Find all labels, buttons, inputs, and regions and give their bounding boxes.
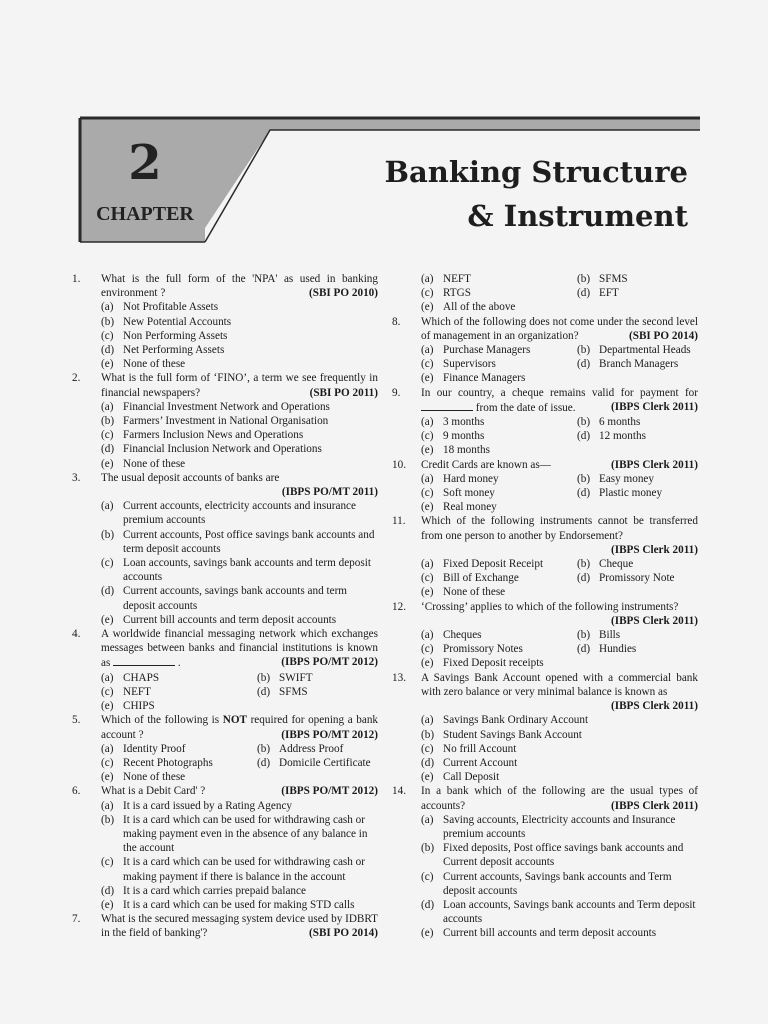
option: (b) Address Proof — [257, 742, 344, 755]
option: (b) Current accounts, Post office savings bank accounts and term deposit accounts — [101, 528, 375, 555]
exam-source: (SBI PO 2010) — [309, 287, 378, 300]
exam-source: (IBPS PO/MT 2011) — [281, 486, 378, 499]
option: (d) Hundies — [577, 643, 637, 656]
option: (b) Cheque — [577, 558, 634, 571]
option: (d) 12 months — [577, 430, 646, 443]
question-text: What is the full form of the 'NPA' as used in banking environment ? (SBI PO 2010) — [101, 273, 378, 300]
option: (e) Real money — [421, 501, 497, 514]
option: (a) Identity Proof — [101, 742, 186, 755]
option: (d) Branch Managers — [577, 358, 679, 371]
question-10 — [392, 458, 698, 515]
option: (b) 6 months — [577, 416, 641, 429]
option: (a) Cheques — [421, 629, 482, 642]
question-6 — [72, 784, 378, 912]
question-5 — [72, 713, 378, 784]
right-column — [392, 272, 698, 941]
question-text: Credit Cards are known as— (IBPS Clerk 2011) — [421, 458, 698, 471]
option: (a) 3 months — [421, 416, 485, 429]
question-text: Which of the following is NOT required for opening a bank account ? (IBPS PO/MT 2012) — [101, 714, 379, 741]
chapter-number: 2 — [128, 135, 162, 191]
chapter-header — [0, 0, 768, 270]
chapter-title-line-2: & Instrument — [467, 199, 688, 233]
chapter-label: CHAPTER — [96, 203, 194, 225]
question-text: Which of the following does not come under the second level of management in an organization? (SBI PO 2014) — [421, 315, 698, 342]
option: (c) NEFT — [101, 685, 151, 698]
question-number: 14. — [392, 785, 406, 798]
option: (c) Non Performing Assets — [101, 329, 228, 342]
option: (d) Current Account — [421, 756, 518, 769]
question-text: What is a Debit Card' ? (IBPS PO/MT 2012) — [101, 785, 378, 798]
question-number: 9. — [392, 386, 401, 399]
option: (b) It is a card which can be used for withdrawing cash or making payment even in the absence of any balance in the account — [101, 813, 368, 855]
option: (e) Fixed Deposit receipts — [421, 657, 544, 670]
exam-source: (IBPS Clerk 2011) — [610, 614, 698, 627]
option: (e) 18 months — [421, 444, 490, 457]
option: (b) SWIFT — [257, 671, 313, 684]
option: (a) It is a card issued by a Rating Agency — [101, 799, 293, 812]
option: (e) Finance Managers — [421, 372, 526, 385]
question-7 — [72, 912, 378, 940]
question-2 — [72, 371, 378, 470]
question-3 — [72, 471, 378, 627]
question-number: 8. — [392, 315, 401, 328]
question-number: 7. — [72, 913, 81, 926]
question-12 — [392, 600, 698, 671]
option: (c) 9 months — [421, 430, 485, 443]
option: (a) NEFT — [421, 273, 471, 285]
exam-source: (IBPS Clerk 2011) — [610, 458, 698, 471]
option: (e) Current bill accounts and term deposit accounts — [101, 613, 337, 626]
question-9 — [392, 386, 698, 458]
option: (d) Plastic money — [577, 487, 663, 500]
question-number: 4. — [72, 628, 81, 641]
question-number: 6. — [72, 785, 81, 798]
question-1 — [72, 272, 378, 371]
option: (c) Soft money — [421, 487, 495, 500]
chapter-title-line-1: Banking Structure — [384, 155, 688, 189]
exam-source: (IBPS PO/MT 2012) — [281, 785, 378, 798]
option: (d) Current accounts, savings bank accounts and term deposit accounts — [101, 585, 347, 612]
exam-source: (IBPS PO/MT 2012) — [281, 656, 378, 669]
option: (a) Purchase Managers — [421, 344, 531, 357]
question-number: 13. — [392, 671, 406, 684]
question-14 — [392, 784, 698, 940]
option: (a) Fixed Deposit Receipt — [421, 558, 544, 571]
option: (c) Bill of Exchange — [421, 572, 519, 585]
option: (a) Savings Bank Ordinary Account — [421, 714, 589, 727]
question-text: In our country, a cheque remains valid for payment for from the date of issue. (IBPS Clerk 2011) — [421, 386, 698, 414]
exam-source: (IBPS Clerk 2011) — [610, 799, 698, 812]
option: (d) Promissory Note — [577, 572, 675, 585]
exam-source: (SBI PO 2014) — [309, 927, 378, 940]
option: (d) Financial Inclusion Network and Operations — [101, 443, 322, 456]
question-number: 10. — [392, 458, 406, 471]
option: (e) All of the above — [421, 301, 516, 314]
option: (e) None of these — [101, 457, 186, 470]
option: (d) Loan accounts, Savings bank accounts and Term deposit accounts — [421, 898, 696, 926]
option: (d) SFMS — [257, 685, 308, 698]
option: (a) Financial Investment Network and Operations — [101, 400, 330, 413]
option: (a) Saving accounts, Electricity accounts and Insurance premium accounts — [421, 813, 676, 840]
question-13 — [392, 671, 698, 785]
question-7-options — [392, 272, 698, 315]
question-4 — [72, 627, 378, 713]
question-8 — [392, 315, 698, 386]
question-text: The usual deposit accounts of banks are — [101, 471, 280, 484]
exam-source: (IBPS PO/MT 2012) — [281, 728, 378, 741]
fill-in-blank — [113, 655, 175, 666]
question-text: What is the full form of ‘FINO’, a term we see frequently in financial newspapers? (SBI PO 2011) — [101, 372, 378, 399]
option: (b) Farmers’ Investment in National Organisation — [101, 415, 329, 428]
option: (b) Fixed deposits, Post office savings bank accounts and Current deposit accounts — [421, 842, 684, 869]
question-number: 1. — [72, 273, 81, 285]
option: (c) Recent Photographs — [101, 756, 213, 769]
option: (c) No frill Account — [421, 742, 517, 755]
question-text: A worldwide financial messaging network which exchanges messages between banks and financial institutions is known as . (IBPS PO/MT 2012) — [101, 628, 378, 670]
question-number: 12. — [392, 600, 406, 613]
option: (d) Domicile Certificate — [257, 756, 371, 769]
option: (a) Hard money — [421, 472, 499, 485]
option: (a) CHAPS — [101, 671, 160, 684]
option: (e) It is a card which can be used for making STD calls — [101, 898, 355, 911]
option: (b) Easy money — [577, 472, 654, 485]
question-text: ‘Crossing’ applies to which of the following instruments? — [421, 600, 679, 613]
option: (e) None of these — [101, 358, 186, 371]
exam-source: (IBPS Clerk 2011) — [610, 700, 698, 713]
left-column — [72, 272, 378, 941]
exam-source: (SBI PO 2014) — [629, 329, 698, 342]
option: (b) Student Savings Bank Account — [421, 728, 582, 741]
question-text: A Savings Bank Account opened with a commercial bank with zero balance or very minimal balance is known as — [421, 671, 698, 698]
option: (c) Loan accounts, savings bank accounts and term deposit accounts — [101, 557, 371, 584]
option: (d) Net Performing Assets — [101, 344, 225, 357]
exam-source: (IBPS Clerk 2011) — [610, 543, 698, 556]
option: (c) Farmers Inclusion News and Operations — [101, 429, 304, 442]
option: (b) Bills — [577, 629, 621, 642]
option: (e) CHIPS — [101, 700, 155, 713]
exam-source: (SBI PO 2011) — [309, 386, 378, 399]
option: (c) Supervisors — [421, 358, 496, 371]
option: (c) Promissory Notes — [421, 643, 523, 656]
question-11 — [392, 514, 698, 599]
question-text: What is the secured messaging system device used by IDBRT in the field of banking'? (SBI PO 2014) — [101, 913, 378, 940]
option: (a) Not Profitable Assets — [101, 301, 219, 314]
option: (e) Call Deposit — [421, 771, 500, 784]
option: (c) Current accounts, Savings bank accounts and Term deposit accounts — [421, 870, 672, 897]
option: (e) Current bill accounts and term deposit accounts — [421, 927, 657, 940]
option: (b) Departmental Heads — [577, 344, 691, 357]
option: (c) RTGS — [421, 287, 471, 300]
question-number: 3. — [72, 471, 81, 484]
exam-source: (IBPS Clerk 2011) — [610, 400, 698, 413]
option: (a) Current accounts, electricity accounts and insurance premium accounts — [101, 500, 356, 527]
question-text: In a bank which of the following are the usual types of accounts? (IBPS Clerk 2011) — [421, 785, 698, 812]
question-text: Which of the following instruments cannot be transferred from one person to another by Endorsement? — [421, 515, 698, 542]
option: (e) None of these — [421, 586, 506, 599]
option: (e) None of these — [101, 771, 186, 784]
question-number: 11. — [392, 515, 406, 528]
option: (d) EFT — [577, 287, 619, 300]
fill-in-blank — [421, 400, 473, 411]
option: (d) It is a card which carries prepaid balance — [101, 884, 306, 897]
question-number: 5. — [72, 714, 81, 727]
option: (c) It is a card which can be used for withdrawing cash or making payment if there is balance in the account — [101, 856, 366, 883]
option: (b) SFMS — [577, 273, 628, 285]
question-number: 2. — [72, 372, 81, 385]
option: (b) New Potential Accounts — [101, 315, 232, 328]
